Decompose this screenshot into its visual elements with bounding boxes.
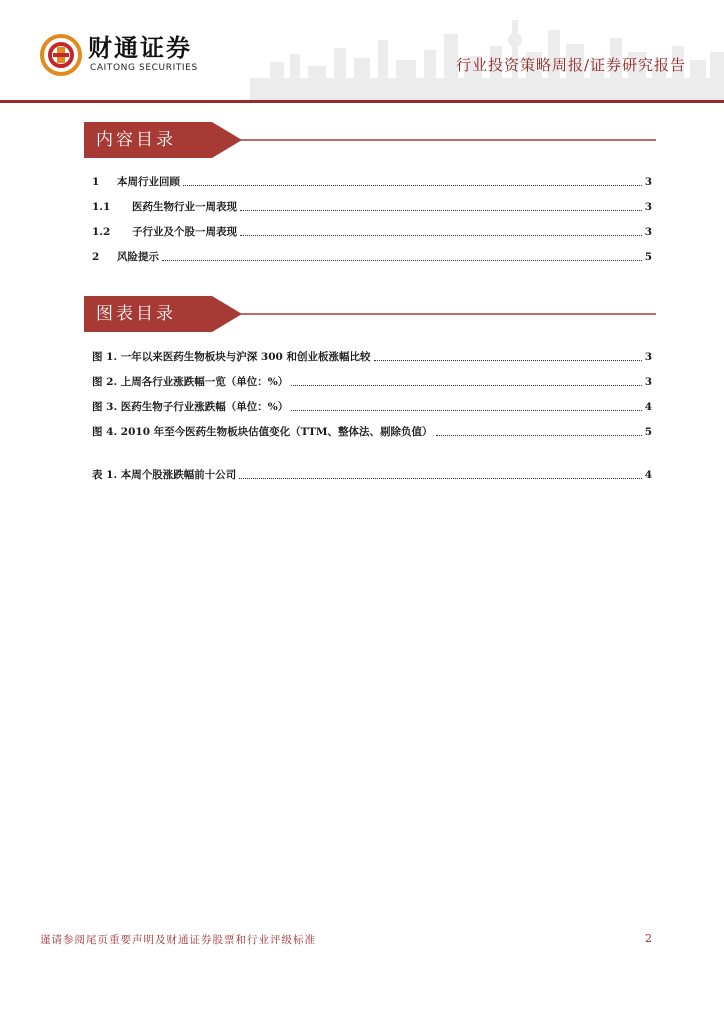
toc-entry-number: 1	[92, 176, 100, 188]
figure-entry-page: 4	[644, 401, 652, 413]
figure-entry[interactable]	[92, 396, 652, 414]
figures-title: 图表目录	[96, 304, 176, 324]
page-number: 2	[645, 932, 652, 945]
disclaimer-note: 谨请参阅尾页重要声明及财通证券股票和行业评级标准	[40, 934, 316, 946]
contents-title: 内容目录	[96, 130, 176, 150]
city-skyline-watermark	[250, 0, 724, 100]
figures-banner	[84, 296, 656, 332]
figure-entry[interactable]	[92, 346, 652, 364]
toc-entry-page: 3	[644, 176, 652, 188]
toc-entry-page: 3	[644, 226, 652, 238]
toc-entry-label: 子行业及个股一周表现	[132, 226, 237, 238]
toc-entry-page: 5	[644, 251, 652, 263]
header-divider	[0, 100, 724, 103]
toc-entry[interactable]	[92, 221, 652, 239]
figure-entry-page: 3	[644, 376, 652, 388]
brand-name-cn: 财通证券	[88, 34, 192, 62]
table-entry[interactable]	[92, 464, 652, 482]
toc-entry-number: 1.2	[92, 226, 111, 238]
figure-entry-label: 图 1. 一年以来医药生物板块与沪深 300 和创业板涨幅比较	[92, 351, 371, 363]
figure-entry-page: 5	[644, 426, 652, 438]
dot-leader	[291, 385, 641, 386]
toc-entry-label: 本周行业回顾	[117, 176, 180, 188]
toc-entry-label: 风险提示	[117, 251, 159, 263]
page-footer	[40, 932, 652, 948]
contents-banner	[84, 122, 656, 158]
toc-entry-number: 2	[92, 251, 100, 263]
toc-entry[interactable]	[92, 171, 652, 189]
figure-entry-label: 图 2. 上周各行业涨跌幅一览（单位：%）	[92, 376, 289, 388]
dot-leader	[240, 235, 642, 236]
dot-leader	[183, 185, 642, 186]
dot-leader	[162, 260, 642, 261]
figure-entry-label: 图 4. 2010 年至今医药生物板块估值变化（TTM、整体法、剔除负值）	[92, 426, 433, 438]
figure-entry[interactable]	[92, 371, 652, 389]
toc-entry-page: 3	[644, 201, 652, 213]
table-entry-label: 表 1. 本周个股涨跌幅前十公司	[92, 469, 237, 481]
toc-entry-number: 1.1	[92, 201, 111, 213]
caitong-logo-icon	[40, 34, 82, 76]
toc-entry[interactable]	[92, 246, 652, 264]
dot-leader	[436, 435, 642, 436]
brand-name-en: CAITONG SECURITIES	[90, 63, 198, 73]
dot-leader	[374, 360, 642, 361]
company-logo	[40, 34, 216, 76]
page-header	[0, 0, 724, 104]
figure-entry-page: 3	[644, 351, 652, 363]
toc-entry[interactable]	[92, 196, 652, 214]
figure-entry-label: 图 3. 医药生物子行业涨跌幅（单位：%）	[92, 401, 289, 413]
table-entry-page: 4	[644, 469, 652, 481]
dot-leader	[291, 410, 641, 411]
report-type-title: 行业投资策略周报/证券研究报告	[455, 56, 686, 74]
dot-leader	[239, 478, 641, 479]
toc-entry-label: 医药生物行业一周表现	[132, 201, 237, 213]
dot-leader	[240, 210, 642, 211]
figure-entry[interactable]	[92, 421, 652, 439]
